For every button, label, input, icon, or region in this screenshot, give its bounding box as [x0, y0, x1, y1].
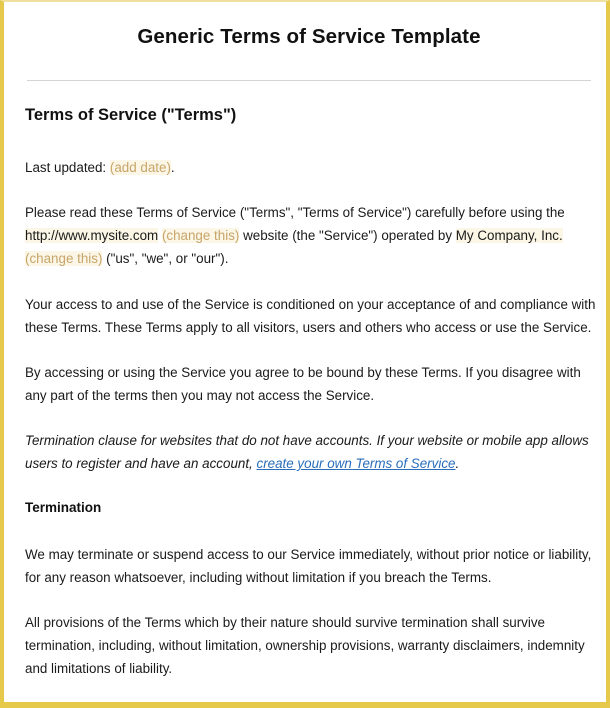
- access-paragraph: Your access to and use of the Service is conditioned on your acceptance of and compliance with these Terms. These Terms apply to all visitors, users and others who access or use the Service.: [25, 297, 596, 335]
- termination-note: [25, 429, 597, 475]
- section-heading: Terms of Service ("Terms"): [25, 106, 237, 124]
- last-updated-end: .: [170, 160, 175, 175]
- termination-note-text: Termination clause for websites that do not have accounts. If your website or mobile app allows users to register and have an account,: [25, 433, 589, 471]
- company-name: My Company, Inc.: [455, 228, 563, 243]
- title-divider: [27, 80, 591, 81]
- change-this-company: (change this): [25, 251, 103, 266]
- survive-paragraph: All provisions of the Terms which by their nature should survive termination shall survive termination, including, without limitation, ownership provisions, warranty disclaimers, indemnity and limitations of liability.: [25, 615, 585, 676]
- date-placeholder: (add date): [109, 160, 171, 175]
- termination-heading: Termination: [25, 500, 102, 515]
- termination-note-end: .: [455, 456, 460, 471]
- site-url: http://www.mysite.com: [25, 228, 159, 243]
- document-title: Generic Terms of Service Template: [137, 25, 481, 48]
- create-terms-link[interactable]: create your own Terms of Service: [256, 456, 456, 471]
- last-updated-line: [25, 156, 597, 179]
- change-this-url: (change this): [161, 228, 240, 243]
- agree-paragraph: By accessing or using the Service you agree to be bound by these Terms. If you disagree with any part of the terms then you may not access the Service.: [25, 365, 581, 403]
- terminate-paragraph: We may terminate or suspend access to our Service immediately, without prior notice or liability, for any reason whatsoever, including without limitation if you breach the Terms.: [25, 547, 592, 585]
- last-updated-label: Last updated:: [25, 160, 110, 175]
- intro-part2: website (the "Service") operated by: [239, 228, 456, 243]
- intro-part1: Please read these Terms of Service ("Terms", "Terms of Service") carefully before using the: [25, 205, 565, 220]
- intro-part3: ("us", "we", or "our").: [102, 251, 229, 266]
- intro-paragraph: [25, 201, 597, 270]
